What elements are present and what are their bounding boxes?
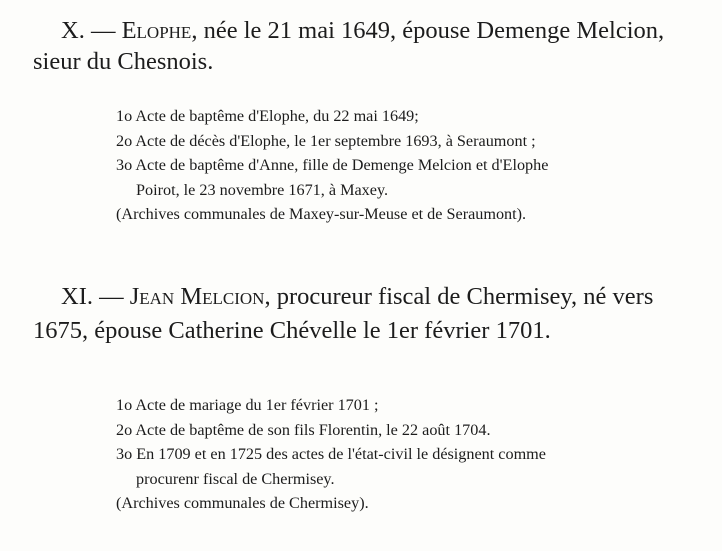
entry-x-acts [116,104,681,227]
act-item: 3o En 1709 et en 1725 des actes de l'état-civil le désignent comme [116,445,546,464]
act-item: 2o Acte de baptême de son fils Florentin, le 22 août 1704. [116,420,491,439]
act-item: 3o Acte de baptême d'Anne, fille de Demenge Melcion et d'Elophe [116,156,549,175]
act-item-continuation: procurenr fiscal de Chermisey. [136,469,335,488]
entry-dash: — [99,283,124,310]
entry-dash: — [90,17,116,44]
entry-number: XI. [61,283,93,310]
archive-source: (Archives communales de Chermisey). [116,494,369,513]
archive-source: (Archives communales de Maxey-sur-Meuse et de Seraumont). [116,205,527,224]
act-item-continuation: Poirot, le 23 novembre 1671, à Maxey. [136,180,389,199]
entry-description: , née le 21 mai 1649, épouse Demenge Melcion, sieur du Chesnois. [33,17,665,75]
entry-description: , procureur fiscal de Chermisey, né vers 1675, épouse Catherine Chévelle le 1er février 1701. [33,283,654,344]
act-item: 2o Acte de décès d'Elophe, le 1er septembre 1693, à Seraumont ; [116,131,536,150]
act-item: 1o Acte de baptême d'Elophe, du 22 mai 1649; [116,107,419,125]
entry-xi-acts [116,393,681,516]
entry-x-heading [33,15,693,77]
entry-xi-heading [33,280,693,348]
entry-person-name: Jean Melcion [129,283,265,310]
entry-number: X. [61,17,85,44]
entry-person-name: Elophe [121,17,192,44]
act-item: 1o Acte de mariage du 1er février 1701 ; [116,396,379,414]
